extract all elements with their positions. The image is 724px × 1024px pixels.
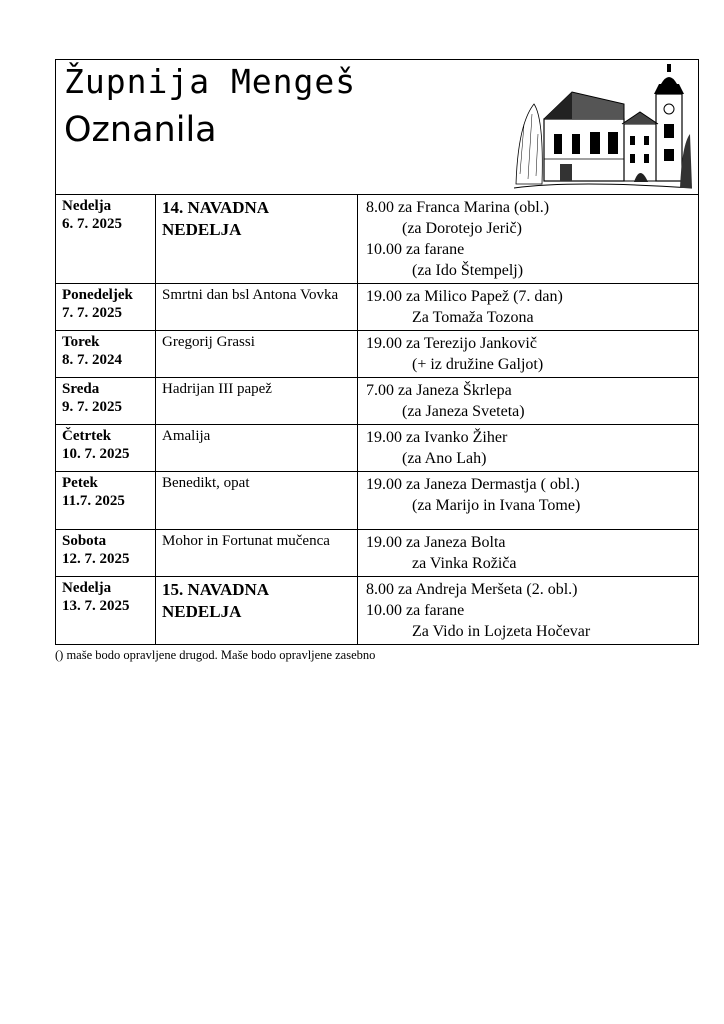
feast-cell: 14. NAVADNA NEDELJA (156, 195, 358, 284)
mass-line: (za Marijo in Ivana Tome) (412, 497, 581, 514)
mass-line: za Vinka Rožiča (412, 555, 517, 572)
feast-cell: Smrtni dan bsl Antona Vovka (156, 284, 358, 331)
table-row (56, 530, 699, 577)
day-date: 12. 7. 2025 (62, 551, 130, 567)
mass-line: (za Dorotejo Jerič) (402, 220, 522, 237)
mass-line: (za Ano Lah) (402, 450, 487, 467)
table-row (56, 577, 699, 645)
mass-cell (358, 284, 699, 331)
day-cell (56, 331, 156, 378)
header-box (55, 59, 699, 194)
mass-line: 19.00 za Janeza Dermastja ( obl.) (366, 476, 580, 493)
mass-line: 7.00 za Janeza Škrlepa (366, 382, 512, 399)
feast-cell: Mohor in Fortunat mučenca (156, 530, 358, 577)
mass-line: (za Janeza Sveteta) (402, 403, 525, 420)
page-title: Oznanila (64, 110, 217, 150)
mass-cell (358, 425, 699, 472)
day-cell (56, 284, 156, 331)
table-row (56, 378, 699, 425)
mass-line: 19.00 za Ivanko Žiher (366, 429, 508, 446)
table-row (56, 195, 699, 284)
day-name: Sreda (62, 381, 100, 397)
mass-line: 19.00 za Milico Papež (7. dan) (366, 288, 563, 305)
feast-cell: Amalija (156, 425, 358, 472)
table-row (56, 425, 699, 472)
day-date: 10. 7. 2025 (62, 446, 130, 462)
day-cell (56, 378, 156, 425)
announcements-sheet (55, 59, 699, 662)
footnote: () maše bodo opravljene drugod. Maše bodo opravljene zasebno (55, 648, 376, 662)
parish-title: Župnija Mengeš (64, 62, 357, 101)
mass-line: 10.00 za farane (366, 602, 465, 619)
table-row (56, 284, 699, 331)
mass-line: Za Vido in Lojzeta Hočevar (412, 623, 591, 640)
day-date: 13. 7. 2025 (62, 598, 130, 614)
table-row (56, 472, 699, 530)
mass-line: (+ iz družine Galjot) (412, 356, 544, 373)
mass-cell (358, 378, 699, 425)
day-date: 8. 7. 2024 (62, 352, 122, 368)
day-cell (56, 472, 156, 530)
mass-line: 8.00 za Franca Marina (obl.) (366, 199, 550, 216)
day-cell (56, 195, 156, 284)
day-name: Petek (62, 475, 98, 491)
feast-cell: Benedikt, opat (156, 472, 358, 530)
day-date: 9. 7. 2025 (62, 399, 122, 415)
mass-line: 10.00 za farane (366, 241, 465, 258)
day-date: 6. 7. 2025 (62, 216, 122, 232)
day-name: Sobota (62, 533, 107, 549)
day-name: Ponedeljek (62, 287, 133, 303)
day-name: Nedelja (62, 198, 112, 214)
day-name: Nedelja (62, 580, 112, 596)
schedule-table (55, 194, 699, 645)
day-date: 11.7. 2025 (62, 493, 125, 509)
day-date: 7. 7. 2025 (62, 305, 122, 321)
mass-line: 8.00 za Andreja Meršeta (2. obl.) (366, 581, 578, 598)
mass-cell (358, 472, 699, 530)
day-name: Torek (62, 334, 100, 350)
day-name: Četrtek (62, 428, 112, 444)
mass-line: 19.00 za Terezijo Jankovič (366, 335, 537, 352)
feast-cell: 15. NAVADNA NEDELJA (156, 577, 358, 645)
feast-cell: Hadrijan III papež (156, 378, 358, 425)
table-row (56, 331, 699, 378)
mass-line: 19.00 za Janeza Bolta (366, 534, 506, 551)
mass-line: Za Tomaža Tozona (412, 309, 534, 326)
mass-cell (358, 577, 699, 645)
day-cell (56, 425, 156, 472)
mass-cell (358, 530, 699, 577)
mass-cell (358, 195, 699, 284)
mass-line: (za Ido Štempelj) (412, 262, 524, 279)
feast-cell: Gregorij Grassi (156, 331, 358, 378)
day-cell (56, 577, 156, 645)
mass-cell (358, 331, 699, 378)
church-illustration-icon (514, 64, 692, 190)
day-cell (56, 530, 156, 577)
